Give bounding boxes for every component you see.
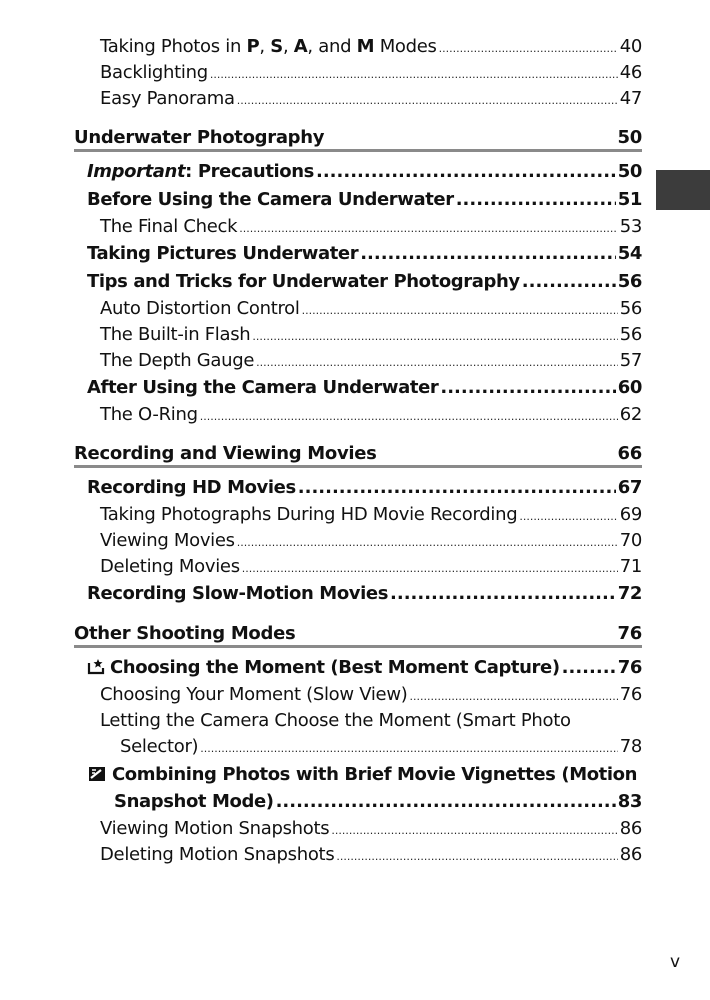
toc-page-number: 71 bbox=[619, 556, 642, 577]
dot-leader bbox=[298, 474, 616, 502]
toc-entry-recording-hd[interactable] bbox=[74, 474, 642, 502]
toc-entry-title: Choosing Your Moment (Slow View) bbox=[100, 684, 408, 705]
toc-entry-title: The Final Check bbox=[100, 216, 238, 237]
toc-page-number: 83 bbox=[617, 791, 642, 812]
table-of-contents bbox=[74, 34, 642, 868]
toc-entry-title: Taking Pictures Underwater bbox=[87, 243, 359, 264]
section-title: Underwater Photography bbox=[74, 127, 325, 148]
toc-entry-precautions[interactable] bbox=[74, 158, 642, 186]
toc-entry-viewing-movies[interactable] bbox=[74, 528, 642, 554]
toc-entry-title-line1: Letting the Camera Choose the Moment (Smart Photo bbox=[100, 710, 571, 731]
toc-entry-auto-distortion[interactable] bbox=[74, 296, 642, 322]
toc-entry-deleting-motion-snapshots[interactable] bbox=[74, 842, 642, 868]
dot-leader bbox=[210, 62, 618, 88]
toc-page-number: 56 bbox=[617, 271, 642, 292]
toc-page-number: 40 bbox=[619, 36, 642, 57]
toc-entry-slow-view[interactable] bbox=[74, 682, 642, 708]
motion-snapshot-icon bbox=[87, 764, 107, 790]
toc-page-number: 86 bbox=[619, 818, 642, 839]
dot-leader bbox=[252, 324, 617, 350]
dot-leader bbox=[200, 404, 618, 430]
toc-page-number: 72 bbox=[617, 583, 642, 604]
toc-page-number: 86 bbox=[619, 844, 642, 865]
toc-entry-title: Backlighting bbox=[100, 62, 208, 83]
toc-entry-title: The Built-in Flash bbox=[100, 324, 251, 345]
dot-leader bbox=[237, 88, 618, 114]
dot-leader bbox=[390, 580, 616, 608]
toc-page-number: 57 bbox=[619, 350, 642, 371]
toc-entry-slow-motion[interactable] bbox=[74, 580, 642, 608]
toc-entry-built-in-flash[interactable] bbox=[74, 322, 642, 348]
toc-entry-taking-underwater[interactable] bbox=[74, 240, 642, 268]
toc-entry-title: The O-Ring bbox=[100, 404, 198, 425]
toc-entry-title: Deleting Movies bbox=[100, 556, 240, 577]
toc-entry-title: After Using the Camera Underwater bbox=[87, 377, 439, 398]
toc-entry-title: Taking Photos in P, S, A, and M Modes bbox=[100, 36, 437, 57]
toc-entry-title: Important: Precautions bbox=[87, 161, 314, 182]
section-page-number: 76 bbox=[617, 623, 642, 644]
section-heading-other-modes[interactable] bbox=[74, 614, 642, 648]
toc-page-number: 47 bbox=[619, 88, 642, 109]
toc-entry-easy-panorama[interactable] bbox=[74, 86, 642, 112]
toc-page-number: 60 bbox=[617, 377, 642, 398]
chapter-thumb-tab bbox=[656, 170, 710, 210]
dot-leader bbox=[331, 818, 617, 844]
dot-leader bbox=[256, 350, 618, 376]
section-title: Recording and Viewing Movies bbox=[74, 443, 377, 464]
best-moment-capture-icon bbox=[87, 656, 105, 684]
toc-entry-title: Recording Slow-Motion Movies bbox=[87, 583, 389, 604]
dot-leader bbox=[239, 216, 617, 242]
section-page-number: 66 bbox=[617, 443, 642, 464]
dot-leader bbox=[562, 654, 616, 682]
toc-entry-title: Choosing the Moment (Best Moment Capture) bbox=[87, 654, 560, 684]
toc-entry-title: Taking Photographs During HD Movie Recording bbox=[100, 504, 518, 525]
dot-leader bbox=[237, 530, 618, 556]
toc-page-number: 69 bbox=[619, 504, 642, 525]
toc-page-number: 62 bbox=[619, 404, 642, 425]
toc-entry-smart-photo-selector[interactable] bbox=[74, 708, 642, 760]
dot-leader bbox=[360, 240, 616, 268]
toc-entry-title: Recording HD Movies bbox=[87, 477, 296, 498]
toc-entry-title: Easy Panorama bbox=[100, 88, 235, 109]
toc-entry-viewing-motion-snapshots[interactable] bbox=[74, 816, 642, 842]
toc-entry-after-underwater[interactable] bbox=[74, 374, 642, 402]
toc-entry-title-line1: Combining Photos with Brief Movie Vignettes (Motion bbox=[74, 762, 642, 788]
toc-page-number: 70 bbox=[619, 530, 642, 551]
toc-entry-final-check[interactable] bbox=[74, 214, 642, 240]
toc-page-number: 56 bbox=[619, 324, 642, 345]
dot-leader bbox=[316, 158, 616, 186]
toc-page-number: 51 bbox=[617, 189, 642, 210]
toc-page-number: 78 bbox=[619, 736, 642, 757]
toc-entry-title: Before Using the Camera Underwater bbox=[87, 189, 454, 210]
dot-leader bbox=[276, 788, 616, 816]
toc-page-number: 50 bbox=[617, 161, 642, 182]
toc-entry-deleting-movies[interactable] bbox=[74, 554, 642, 580]
toc-entry-best-moment[interactable] bbox=[74, 654, 642, 682]
toc-entry-o-ring[interactable] bbox=[74, 402, 642, 428]
dot-leader bbox=[456, 186, 616, 214]
page-number: v bbox=[670, 952, 681, 972]
toc-page-number: 76 bbox=[617, 657, 642, 678]
toc-entry-before-underwater[interactable] bbox=[74, 186, 642, 214]
toc-entry-depth-gauge[interactable] bbox=[74, 348, 642, 374]
toc-entry-line2 bbox=[74, 734, 642, 760]
toc-entry-title-line2: Snapshot Mode) bbox=[114, 791, 274, 812]
section-heading-movies[interactable] bbox=[74, 434, 642, 468]
dot-leader bbox=[242, 556, 618, 582]
toc-entry-motion-snapshot[interactable] bbox=[74, 762, 642, 816]
toc-entry-line2 bbox=[74, 788, 642, 816]
section-page-number: 50 bbox=[617, 127, 642, 148]
toc-page-number: 53 bbox=[619, 216, 642, 237]
toc-page-number: 76 bbox=[619, 684, 642, 705]
toc-entry-title: Auto Distortion Control bbox=[100, 298, 300, 319]
dot-leader bbox=[409, 684, 617, 710]
toc-page-number: 46 bbox=[619, 62, 642, 83]
dot-leader bbox=[439, 36, 618, 62]
dot-leader bbox=[440, 374, 615, 402]
section-heading-underwater[interactable] bbox=[74, 118, 642, 152]
dot-leader bbox=[302, 298, 618, 324]
toc-page-number: 56 bbox=[619, 298, 642, 319]
dot-leader bbox=[519, 504, 617, 530]
toc-entry-photos-during-hd[interactable] bbox=[74, 502, 642, 528]
section-title: Other Shooting Modes bbox=[74, 623, 296, 644]
toc-entry-title: Deleting Motion Snapshots bbox=[100, 844, 335, 865]
toc-entry-title-line2: Selector) bbox=[120, 736, 199, 757]
toc-entry-title: Tips and Tricks for Underwater Photography bbox=[87, 271, 520, 292]
dot-leader bbox=[522, 268, 616, 296]
dot-leader bbox=[336, 844, 617, 870]
dot-leader bbox=[200, 736, 617, 762]
toc-page-number: 54 bbox=[617, 243, 642, 264]
toc-entry-backlighting[interactable] bbox=[74, 60, 642, 86]
toc-page-number: 67 bbox=[617, 477, 642, 498]
toc-entry-title: Viewing Movies bbox=[100, 530, 235, 551]
toc-entry-title: Viewing Motion Snapshots bbox=[100, 818, 330, 839]
toc-entry-title: The Depth Gauge bbox=[100, 350, 255, 371]
toc-entry-taking-photos-psam[interactable] bbox=[74, 34, 642, 60]
toc-entry-tips-underwater[interactable] bbox=[74, 268, 642, 296]
